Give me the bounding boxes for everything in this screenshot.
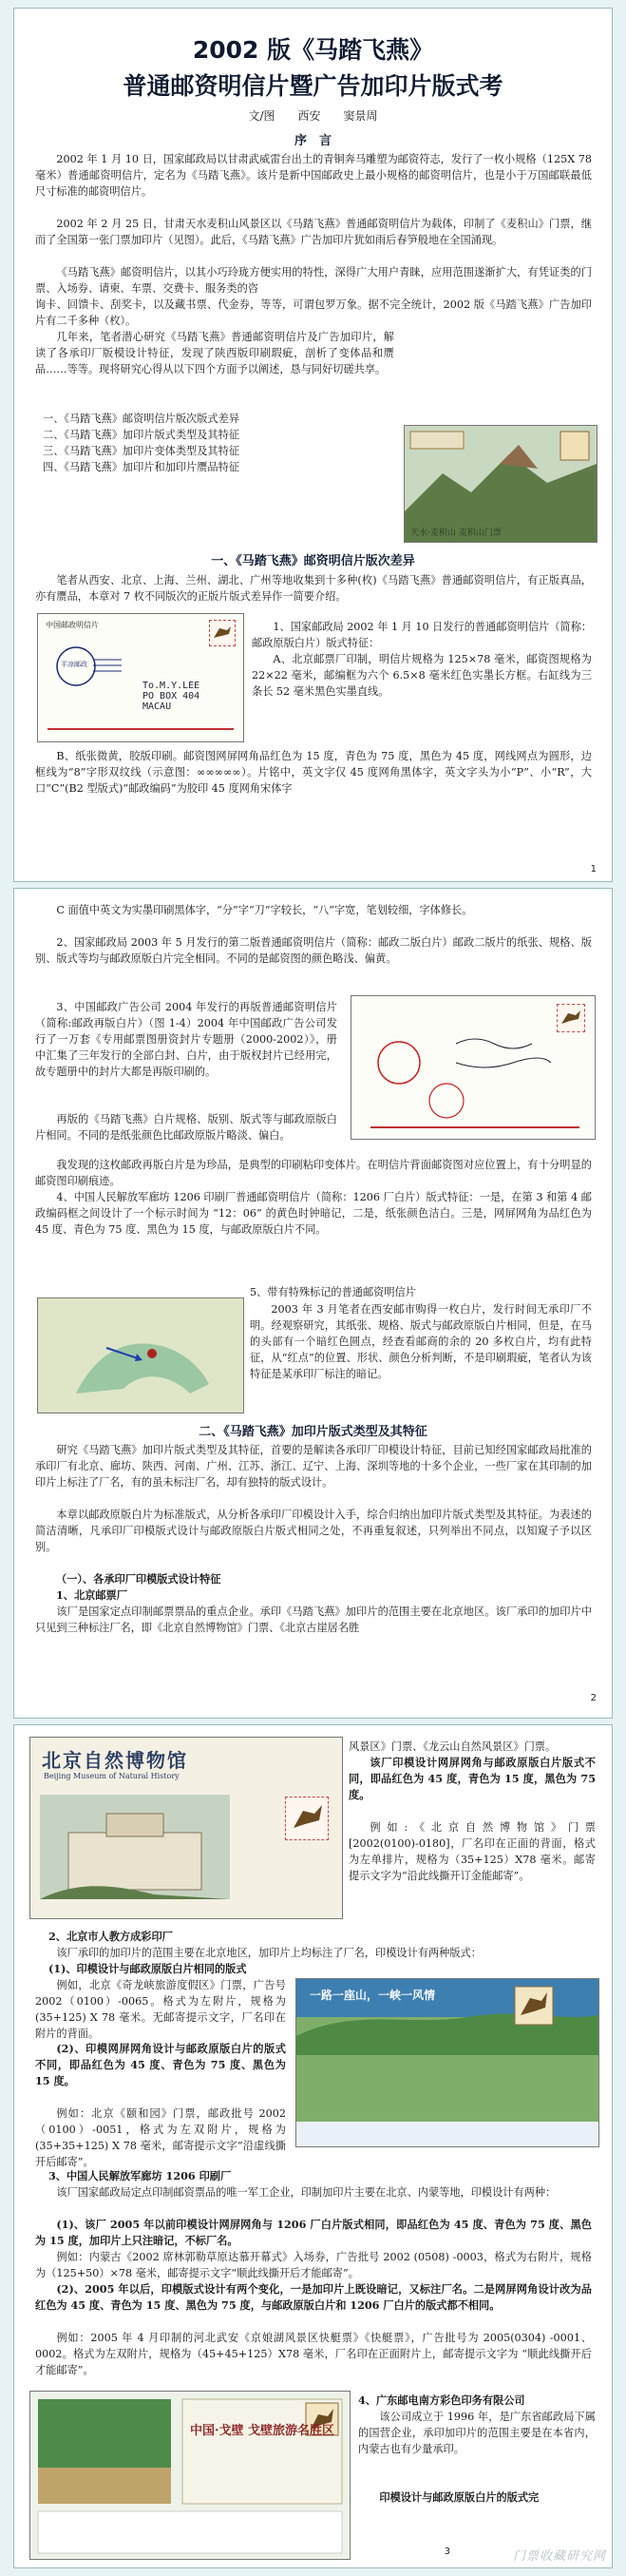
red-divider (47, 728, 234, 730)
page-number-3: 3 (444, 2547, 450, 2557)
page2-paragraph-7: 2003 年 3 月笔者在西安邮市购得一枚白片，发行时间无承印厂不明。经观察研究，其纸张、规格、版式与邮政原版白片相同，但是，在马的头部有一个暗红色圆点，经查看邮商的余的 20 多枚白片，均有此特征，从“红点”的位置、形状、颜色分析判断，不是印刷瑕疵，笔者认为该特征是某承印厂标注的暗记。 (250, 1303, 592, 1380)
item-1b-text: B、纸张微黄，胶版印刷。邮资图网屏网角品红色为 15 度，青色为 75 度，黑色为 45 度，网线网点为圆形，边框线为“8”字形双纹线（示意图：∞∞∞∞∞）。片铭中，英文字仅 45 度网角黑体字，英文字头为小“P”、小“R”，大口“C”(B2 型版式)“邮政编码”为胶印 45 度网角宋体字 (35, 750, 592, 795)
preface-list-item-3: 三、《马踏飞燕》加印片变体类型及其特征 (43, 445, 239, 457)
page3-s3-1-heading: (1)、该厂 2005 年以前印模设计网屏网角与 1206 厂白片版式相同，即品红色为 45 度、青色为 75 度、黑色为 15 度，加印片上只注暗记，不标厂名。 (35, 2218, 592, 2247)
postcard-2-image (351, 995, 596, 1140)
section-2-heading: 二、《马踏飞燕》加印片版式类型及其特征 (199, 1425, 427, 1439)
page-number-2: 2 (590, 1693, 597, 1703)
museum-ticket-english: Beijing Museum of Natural History (44, 1772, 180, 1780)
preface-list-item-1: 一、《马踏飞燕》邮资明信片版次版式差异 (43, 413, 239, 425)
article-title-line1: 2002 版《马踏飞燕》 (192, 36, 434, 64)
page3-s4-heading: 4、广东邮电南方彩色印务有限公司 (358, 2393, 525, 2407)
page2-paragraph-1: C 面值中英文为实墨印刷黑体字，“分”字“刀”字较长，“八”字宽，笔划较细，字体修长。 (56, 904, 473, 916)
stamp-box (209, 620, 236, 646)
section-2-subheading: （一）、各承印厂印模版式设计特征 (56, 1572, 221, 1586)
page3-s3-text: 该厂国家邮政局定点印制邮资票品的唯一军工企业，印制加印片主要在北京、内蒙等地，印模设计有两种： (56, 2186, 557, 2199)
page2-paragraph-2: 2、国家邮政局 2003 年 5 月发行的第二版普通邮资明信片（简称：邮政二版白片）邮政二版片的纸张、规格、版别、版式等均与邮政原版白片完全相同。不同的是邮资图的颜色略浅、偏黄。 (35, 936, 592, 965)
section-2-paragraph-1: 研究《马踏飞燕》加印片版式类型及其特征，首要的是解读各承印厂印模设计特征，目前已知经国家邮政局批准的承印厂有北京、廊坊、陕西、河南、广州、江苏、浙江、辽宁、上海、深圳等地的十多个企业，一些厂家在其印制的加印片上标注了厂名，有的虽未标注厂名，却有独特的版式设计。 (35, 1444, 592, 1489)
postcard-2-postmarks (361, 1006, 589, 1139)
postcard-image (37, 613, 244, 742)
museum-ticket-title: 北京自然博物馆 (42, 1749, 188, 1772)
section-1-intro: 笔者从西安、北京、上海、兰州、湖北、广州等地收集到十多种(枚)《马踏飞燕》普通邮资明信片，有正版真品，亦有赝品，本章对 7 枚不同版次的正版片版式差异作一简要介绍。 (35, 574, 592, 603)
landscape-ticket-image (295, 1978, 599, 2147)
museum-ticket-image (29, 1737, 343, 1919)
horse-head-closeup (37, 1298, 244, 1413)
galloping-horse-icon (210, 621, 235, 645)
page2-paragraph-3: 3、中国邮政广告公司 2004 年发行的再版普通邮资明信片（简称:邮政再版白片）（图 1-4）2004 年中国邮政广告公司发行了一万套《专用邮票图册资封片专题册（2000-2002）》，册中汇集了三年发行的全部白封、白片，由于版权封片已经用完，故专题册中的封片大都是再版印刷的。 (35, 1001, 337, 1078)
section-1-heading: 一、《马踏飞燕》邮资明信片版次差异 (211, 554, 415, 568)
preface-paragraph-3a: 《马踏飞燕》邮资明信片，以其小巧玲珑方便实用的特性，深得广大用户青睐，应用范围遂渐扩大，有凭证类的门票、入场券、请柬、车票、交费卡、服务类的咨 (35, 266, 592, 295)
page-3 (13, 1724, 613, 2568)
section-2-paragraph-2: 本章以邮政原版白片为标准版式，从分析各承印厂印模设计入手，综合归纳出加印片版式类型及其特征。为表述的简洁清晰，凡承印厂印模版式设计与邮政原版白片版式相同之处，不再重复叙述，只列举出不同点，以知窥子予以区别。 (35, 1509, 592, 1553)
landscape-ticket-title: 一路一座山，一峡一风情 (310, 1989, 436, 2002)
page3-s2-1-text: 例如，北京《奇龙峡旅游度假区》门票，广告号 2002（0100）-0065。格式为左附片，规格为 (35+125) X 78 毫米。无邮寄提示文字，厂名印在附片的背面。 (35, 1979, 286, 2040)
page3-r1: 风景区》门票、《龙云山自然风景区》门票。 (349, 1740, 557, 1753)
postcard-cn-text: 中国邮政明信片 (46, 621, 99, 629)
page3-s2-2-heading: (2)、印模网屏网角设计与邮政原版白片的版式不同，即品红色为 45 度、青色为 75 度、黑色为 15 度。 (35, 2042, 286, 2087)
page-number-1: 1 (590, 864, 597, 875)
page3-s2-heading: 2、北京市人教方成彩印厂 (48, 1930, 173, 1943)
page3-s2-text: 该厂承印的加印片的范围主要在北京地区，加印片上均标注了厂名，印模设计有两种版式： (56, 1947, 482, 1959)
article-title-line2: 普通邮资明信片暨广告加印片版式考 (123, 72, 503, 100)
page2-paragraph-4: 再版的《马踏飞燕》白片规格、版别、版式等与邮政原版白片相同。不同的是纸张颜色比邮政原版片略淡、偏白。 (35, 1113, 337, 1142)
preface-list-item-2: 二、《马踏飞燕》加印片版式类型及其特征 (43, 429, 239, 441)
page3-s3-heading: 3、中国人民解放军廊坊 1206 印刷厂 (48, 2169, 232, 2182)
postcard-address: To.M.Y.LEE PO BOX 404 MACAU (142, 681, 200, 712)
page3-s3-1-text: 例如：内蒙古《2002 席林郭勒草原达慕开幕式》入场券，广告批号 2002 (0508) -0003，格式为右附片，规格为（125+50）×78 毫米，邮寄提示文字“顺此线撕开后才能邮寄”。 (35, 2251, 592, 2279)
gobi-ticket-title: 中国·戈壁 戈壁旅游名胜区 (190, 2424, 335, 2438)
preface-paragraph-1: 2002 年 1 月 10 日，国家邮政局以甘肃武威雷台出土的青铜奔马雕塑为邮资符志，发行了一枚小规格（125X 78 毫米）普通邮资明信片，定名为《马踏飞燕》。该片是新中国邮政史上最小规格的邮资明信片，也是小于万国邮联最低尺寸标准的邮资明信片。 (35, 153, 592, 198)
preface-list-item-4: 四、《马踏飞燕》加印片和加印片赝品特征 (43, 461, 239, 473)
museum-ticket-stamp (285, 1797, 329, 1840)
page3-s3-2-heading: (2)、2005 年以后，印模版式设计有两个变化，一是加印片上既设暗记，又标注厂名。二是网屏网角设计改为品红色为 45 度、青色为 15 度、黑色为 75 度，与邮政原版白片和 1206 厂白片的版式都不相同。 (35, 2282, 592, 2312)
item-1-text: 1、国家邮政局 2002 年 1 月 10 日发行的普通邮资明信片（简称：邮政原版白片）版式特征： (252, 621, 592, 649)
postmark-text: 平凉邮政 (61, 661, 87, 668)
page-2 (13, 888, 613, 1719)
gobi-landscape-illustration (30, 2392, 350, 2559)
page3-r3: 例如:《北京自然博物馆》门票 [2002(0100)-0180]，厂名印在正面的背面，格式为左单排片，规格为（35+125）X78 毫米。邮寄提示文字为“沿此线撕开订金能邮寄”。 (349, 1821, 596, 1882)
section-2-item-1: 1、北京邮票厂 (56, 1588, 127, 1602)
page3-s4-last: 印模设计与邮政原版白片的版式完 (379, 2490, 540, 2504)
page3-s4-text: 该公司成立于 1996 年，是广东省邮政局下属的国营企业，承印加印片的范围主要是在本省内，内蒙古也有少量承印。 (358, 2411, 596, 2455)
horse-head-illustration (38, 1298, 243, 1413)
preface-paragraph-3b: 询卡、回馈卡、刮奖卡，以及藏书票、代金券，等等，可谓包罗万象。据不完全统计，2002 版《马踏飞燕》广告加印片有二千多种（枚）。 (35, 298, 592, 327)
preface-paragraph-2: 2002 年 2 月 25 日，甘肃天水麦积山风景区以《马踏飞燕》普通邮资明信片为载体，印制了《麦积山》门票，继而了全国第一张门票加印片（见图）。此后，《马踏飞燕》广告加印片犹如雨后春笋般地在全国涌现。 (35, 218, 592, 246)
museum-building-illustration (40, 1795, 230, 1899)
maiji-card-caption: 天水·麦积山 麦积山门票 (410, 529, 502, 538)
gobi-ticket-image (29, 2391, 351, 2560)
page3-s2-2-text: 例如：北京《颐和园》门票，邮政批号 2002（0100）-0051，格式为左双附片，规格为 (35+35+125) X 78 毫米，邮寄提示文字“沿虚线撕开后邮寄”。 (35, 2107, 286, 2168)
page2-paragraph-6: 4、中国人民解放军廊坊 1206 印刷厂普通邮资明信片（简称：1206 厂白片）版式特征：一是，在第 3 和第 4 邮政编码框之间设计了一个标示时间为 “12：06” 的黄色时钟暗记，二是，纸张颜色洁白。三是，网屏网角为品红色为 45 度、青色为 75 度、黑色为 15 度，与邮政原版白片不同。 (35, 1191, 592, 1236)
byline: 文/图 西安 窦景周 (248, 109, 378, 123)
page3-r2: 该厂印模设计网屏网角与邮政原版白片版式不同，即品红色为 45 度，青色为 15 度，黑色为 75 度。 (349, 1756, 596, 1801)
page-1 (13, 8, 613, 882)
maiji-ticket-image (404, 425, 598, 543)
galloping-horse-icon-3 (286, 1797, 328, 1839)
page2-paragraph-5: 我发现的这枚邮政再版白片是为珍品，是典型的印刷粘印变体片。在明信片背面邮资图对应位置上，有十分明显的邮资图印刷痕迹。 (35, 1159, 592, 1187)
maiji-mountain-illustration (405, 426, 597, 542)
item-1a-text: A、北京邮票厂印制，明信片规格为 125×78 毫米，邮资图规格为 22×22 毫米，邮编框为六个 6.5×8 毫米红色实墨长方框。右缸线为三条长 52 毫米黑色实墨直线。 (252, 653, 592, 698)
section-2-item-1-text: 该厂是国家定点印制邮票票品的重点企业。承印《马踏飞燕》加印片的范围主要在北京地区。该厂承印的加印片中只见到三种标注厂名，即《北京自然博物馆》门票、《北京古崖居名胜 (35, 1605, 592, 1634)
page3-s3-2-text: 例如：2005 年 4 月印制的河北武安《京娘湖风景区快艇票》《快艇票》，广告批号为 2005(0304) -0001、0002。格式为左双附片，规格为（45+45+125）X78 毫米，厂名印在正面附片上，邮寄提示文字为 “顺此线撕开后才能邮寄”。 (35, 2332, 592, 2376)
page3-s2-1-heading: (1)、印模设计与邮政原版白片相同的版式 (48, 1962, 247, 1975)
page2-paragraph-7-title: 5、带有特殊标记的普通邮资明信片 (250, 1286, 416, 1298)
preface-heading: 序 言 (294, 134, 332, 148)
preface-paragraph-4: 几年来，笔者潜心研究《马踏飞燕》普通邮资明信片及广告加印片，解读了各承印厂版模设计特征，发现了陕西版印刷瑕疵，剖析了变体品和赝品……等等。现将研究心得从以下四个方面予以阐述，恳与同好切磋共享。 (35, 331, 394, 375)
landscape-illustration (296, 1979, 598, 2146)
watermark-text: 门票收藏研究网 (512, 2549, 606, 2564)
